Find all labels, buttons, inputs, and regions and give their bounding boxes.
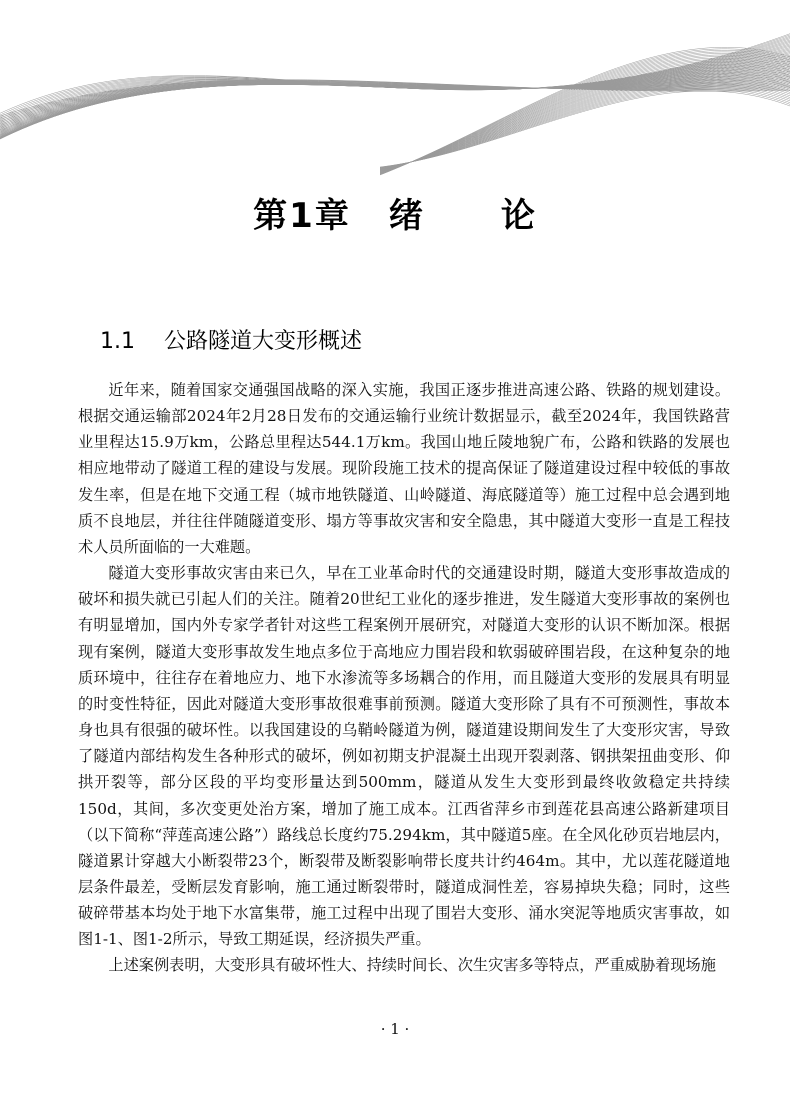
chapter-title (0, 188, 790, 237)
decorative-wave-header (0, 0, 790, 200)
wave-line (0, 50, 790, 140)
wave-line (380, 85, 790, 168)
paragraph-1: 近年来，随着国家交通强国战略的深入实施，我国正逐步推进高速公路、铁路的规划建设。根据交通运输部2024年2月28日发布的交通运输行业统计数据显示，截至2024年，我国铁路营业里程达15.9万km，公路总里程达544.1万km。我国山地丘陵地貌广布，公路和铁路的发展也相应地带动了隧道工程的建设与发展。现阶段施工技术的提高保证了隧道建设过程中较低的事故发生率，但是在地下交通工程（城市地铁隧道、山岭隧道、海底隧道等）施工过程中总会遇到地质不良地层，并往往伴随隧道变形、塌方等事故灾害和安全隐患，其中隧道大变形一直是工程技术人员所面临的一大难题。 (78, 381, 730, 556)
wave-line (380, 52, 790, 174)
body-text (78, 377, 730, 979)
section-title: 公路隧道大变形概述 (164, 329, 363, 354)
chapter-title-char-2: 论 (500, 196, 537, 236)
section-number: 1.1 (100, 329, 135, 354)
wave-line (380, 78, 790, 170)
wave-line (0, 81, 790, 127)
paragraph-3: 上述案例表明，大变形具有破坏性大、持续时间长、次生灾害多等特点，严重威胁着现场施 (108, 956, 716, 975)
wave-line (0, 63, 790, 143)
wave-line (380, 79, 790, 169)
wave-line (380, 87, 790, 168)
chapter-title-char-1: 绪 (388, 196, 425, 236)
section-heading (100, 324, 362, 355)
paragraph-2: 隧道大变形事故灾害由来已久，早在工业革命时代的交通建设时期，隧道大变形事故造成的破坏和损失就已引起人们的关注。随着20世纪工业化的逐步推进，发生隧道大变形事故的案例也有明显增加，国内外专家学者针对这些工程案例开展研究，对隧道大变形的认识不断加深。根据现有案例，隧道大变形事故发生地点多位于高地应力围岩段和软弱破碎围岩段，在这种复杂的地质环境中，往往存在着地应力、地下水渗流等多场耦合的作用，而且隧道大变形的发展具有明显的时变性特征，因此对隧道大变形事故很难事前预测。隧道大变形除了具有不可预测性，事故本身也具有很强的破坏性。以我国建设的乌鞘岭隧道为例，隧道建设期间发生了大变形灾害，导致了隧道内部结构发生各种形式的破坏，例如初期支护混凝土出现开裂剥落、钢拱架扭曲变形、仰拱开裂等，部分区段的平均变形量达到500mm，隧道从发生大变形到最终收敛稳定共持续150d，其间，多次变更处治方案，增加了施工成本。江西省萍乡市到莲花县高速公路新建项目（以下简称“萍莲高速公路”）路线总长度约75.294km，其中隧道5座。在全风化砂页岩地层内，隧道累计穿越大小断裂带23个，断裂带及断裂影响带长度共计约464m。其中，尤以莲花隧道地层条件最差，受断层发育影响，施工通过断裂带时，隧道成洞性差，容易掉块失稳；同时，这些破碎带基本均处于地下水富集带，施工过程中出现了围岩大变形、涌水突泥等地质灾害事故，如图1-1、图1-2所示，导致工期延误，经济损失严重。 (78, 564, 730, 949)
chapter-label: 第1章 (253, 196, 351, 236)
page-number: · 1 · (380, 1020, 410, 1038)
wave-line (380, 88, 790, 168)
